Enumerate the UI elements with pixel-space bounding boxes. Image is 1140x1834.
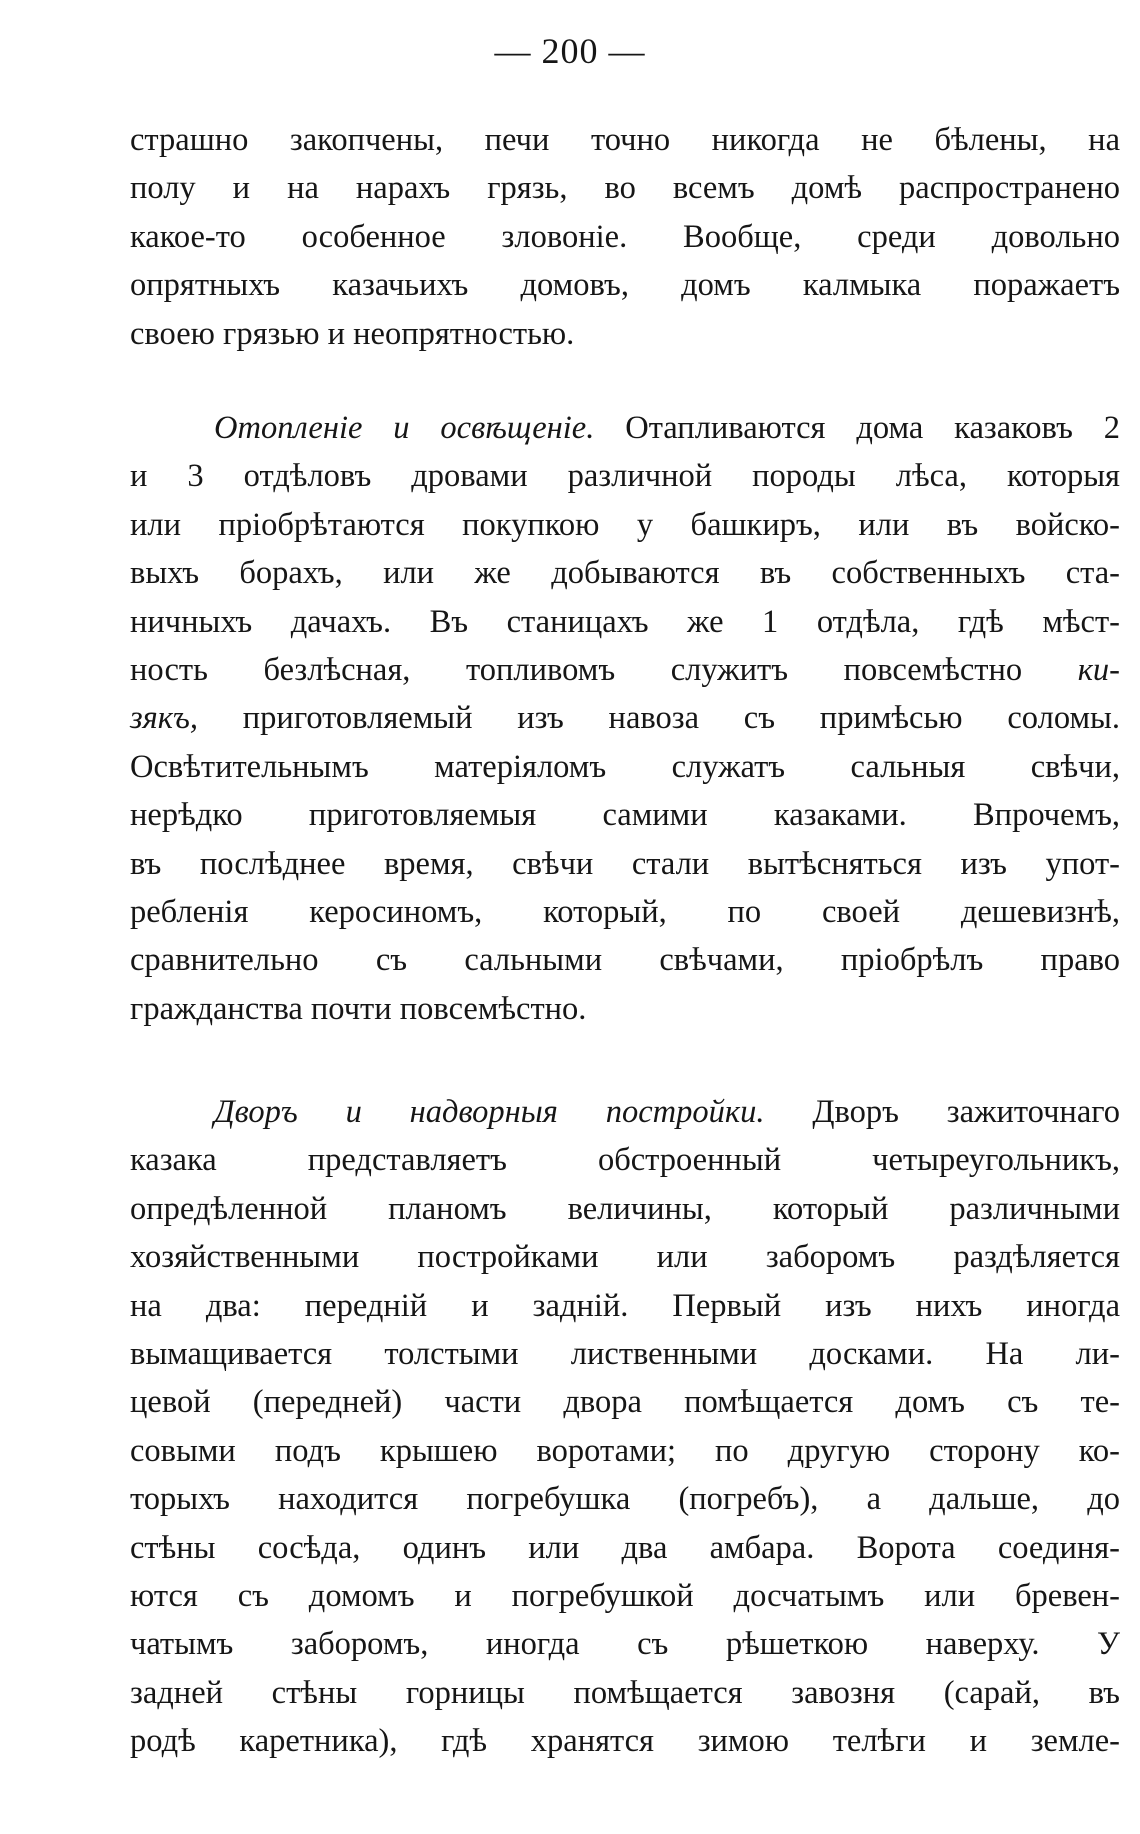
- text-line: хозяйственными постройками или заборомъ раздѣляется: [130, 1239, 1120, 1276]
- text-line: [130, 404, 1120, 452]
- text-line: ничныхъ дачахъ. Въ станицахъ же 1 отдѣла, гдѣ мѣст-: [130, 603, 1120, 640]
- text-line: ребленія керосиномъ, который, по своей дешевизнѣ,: [130, 893, 1120, 930]
- text-line: какое-то особенное зловоніе. Вообще, среди довольно: [130, 218, 1120, 255]
- section-heading-yard-buildings: Дворъ и надворныя постройки.: [214, 1094, 765, 1130]
- italic-term: ки-: [1077, 651, 1120, 688]
- text-line: ются съ домомъ и погребушкой досчатымъ или бревен-: [130, 1577, 1120, 1614]
- text-line: и 3 отдѣловъ дровами различной породы лѣса, которыя: [130, 458, 1120, 495]
- text-line: сравнительно съ сальными свѣчами, пріобрѣлъ право: [130, 942, 1120, 979]
- text-line: выхъ борахъ, или же добываются въ собственныхъ ста-: [130, 555, 1120, 592]
- text-fragment: ность безлѣсная, топливомъ служитъ повсемѣстно: [130, 651, 1023, 688]
- page-number: — 200 —: [494, 31, 646, 71]
- text-line: чатымъ заборомъ, иногда съ рѣшеткою наверху. У: [130, 1626, 1120, 1663]
- text-line: [130, 646, 1120, 694]
- italic-term: зякъ,: [130, 700, 198, 737]
- text-fragment: Дворъ зажиточнаго: [812, 1094, 1121, 1130]
- text-line: въ послѣднее время, свѣчи стали вытѣсняться изъ упот-: [130, 845, 1120, 882]
- paragraph-2: [130, 404, 1120, 1033]
- text-fragment: приготовляемый изъ навоза съ примѣсью соломы.: [242, 700, 1120, 737]
- text-line: гражданства почти повсемѣстно.: [130, 990, 587, 1027]
- section-heading-heating-lighting: Отопленіе и освѣщеніе.: [214, 410, 595, 446]
- text-line: опрятныхъ казачьихъ домовъ, домъ калмыка поражаетъ: [130, 267, 1120, 304]
- text-line: [130, 1088, 1120, 1136]
- text-line: цевой (передней) части двора помѣщается домъ съ те-: [130, 1384, 1120, 1421]
- text-line: опредѣленной планомъ величины, который различными: [130, 1190, 1120, 1227]
- text-line: [130, 694, 1120, 742]
- text-line: Освѣтительнымъ матеріяломъ служатъ сальныя свѣчи,: [130, 748, 1120, 785]
- paragraph-1: [130, 116, 1120, 358]
- text-line: задней стѣны горницы помѣщается завозня (сарай, въ: [130, 1674, 1120, 1711]
- text-fragment: Отапливаются дома казаковъ 2: [625, 410, 1120, 446]
- text-line: нерѣдко приготовляемыя самими казаками. Впрочемъ,: [130, 797, 1120, 834]
- text-line: совыми подъ крышею воротами; по другую сторону ко-: [130, 1432, 1120, 1469]
- text-line: родѣ каретника), гдѣ хранятся зимою телѣги и земле-: [130, 1723, 1120, 1760]
- text-line: стѣны сосѣда, одинъ или два амбара. Ворота соединя-: [130, 1529, 1120, 1566]
- text-line: своею грязью и неопрятностью.: [130, 315, 575, 352]
- text-line: казака представляетъ обстроенный четыреугольникъ,: [130, 1142, 1120, 1179]
- text-line: полу и на нарахъ грязь, во всемъ домѣ распространено: [130, 170, 1120, 207]
- text-line: страшно закопчены, печи точно никогда не бѣлены, на: [130, 122, 1120, 158]
- text-line: вымащивается толстыми лиственными досками. На ли-: [130, 1335, 1120, 1372]
- text-line: на два: передній и задній. Первый изъ нихъ иногда: [130, 1287, 1120, 1324]
- paragraph-3: [130, 1088, 1120, 1765]
- text-line: торыхъ находится погребушка (погребъ), а дальше, до: [130, 1481, 1120, 1518]
- text-line: или пріобрѣтаются покупкою у башкиръ, или въ войско-: [130, 506, 1120, 543]
